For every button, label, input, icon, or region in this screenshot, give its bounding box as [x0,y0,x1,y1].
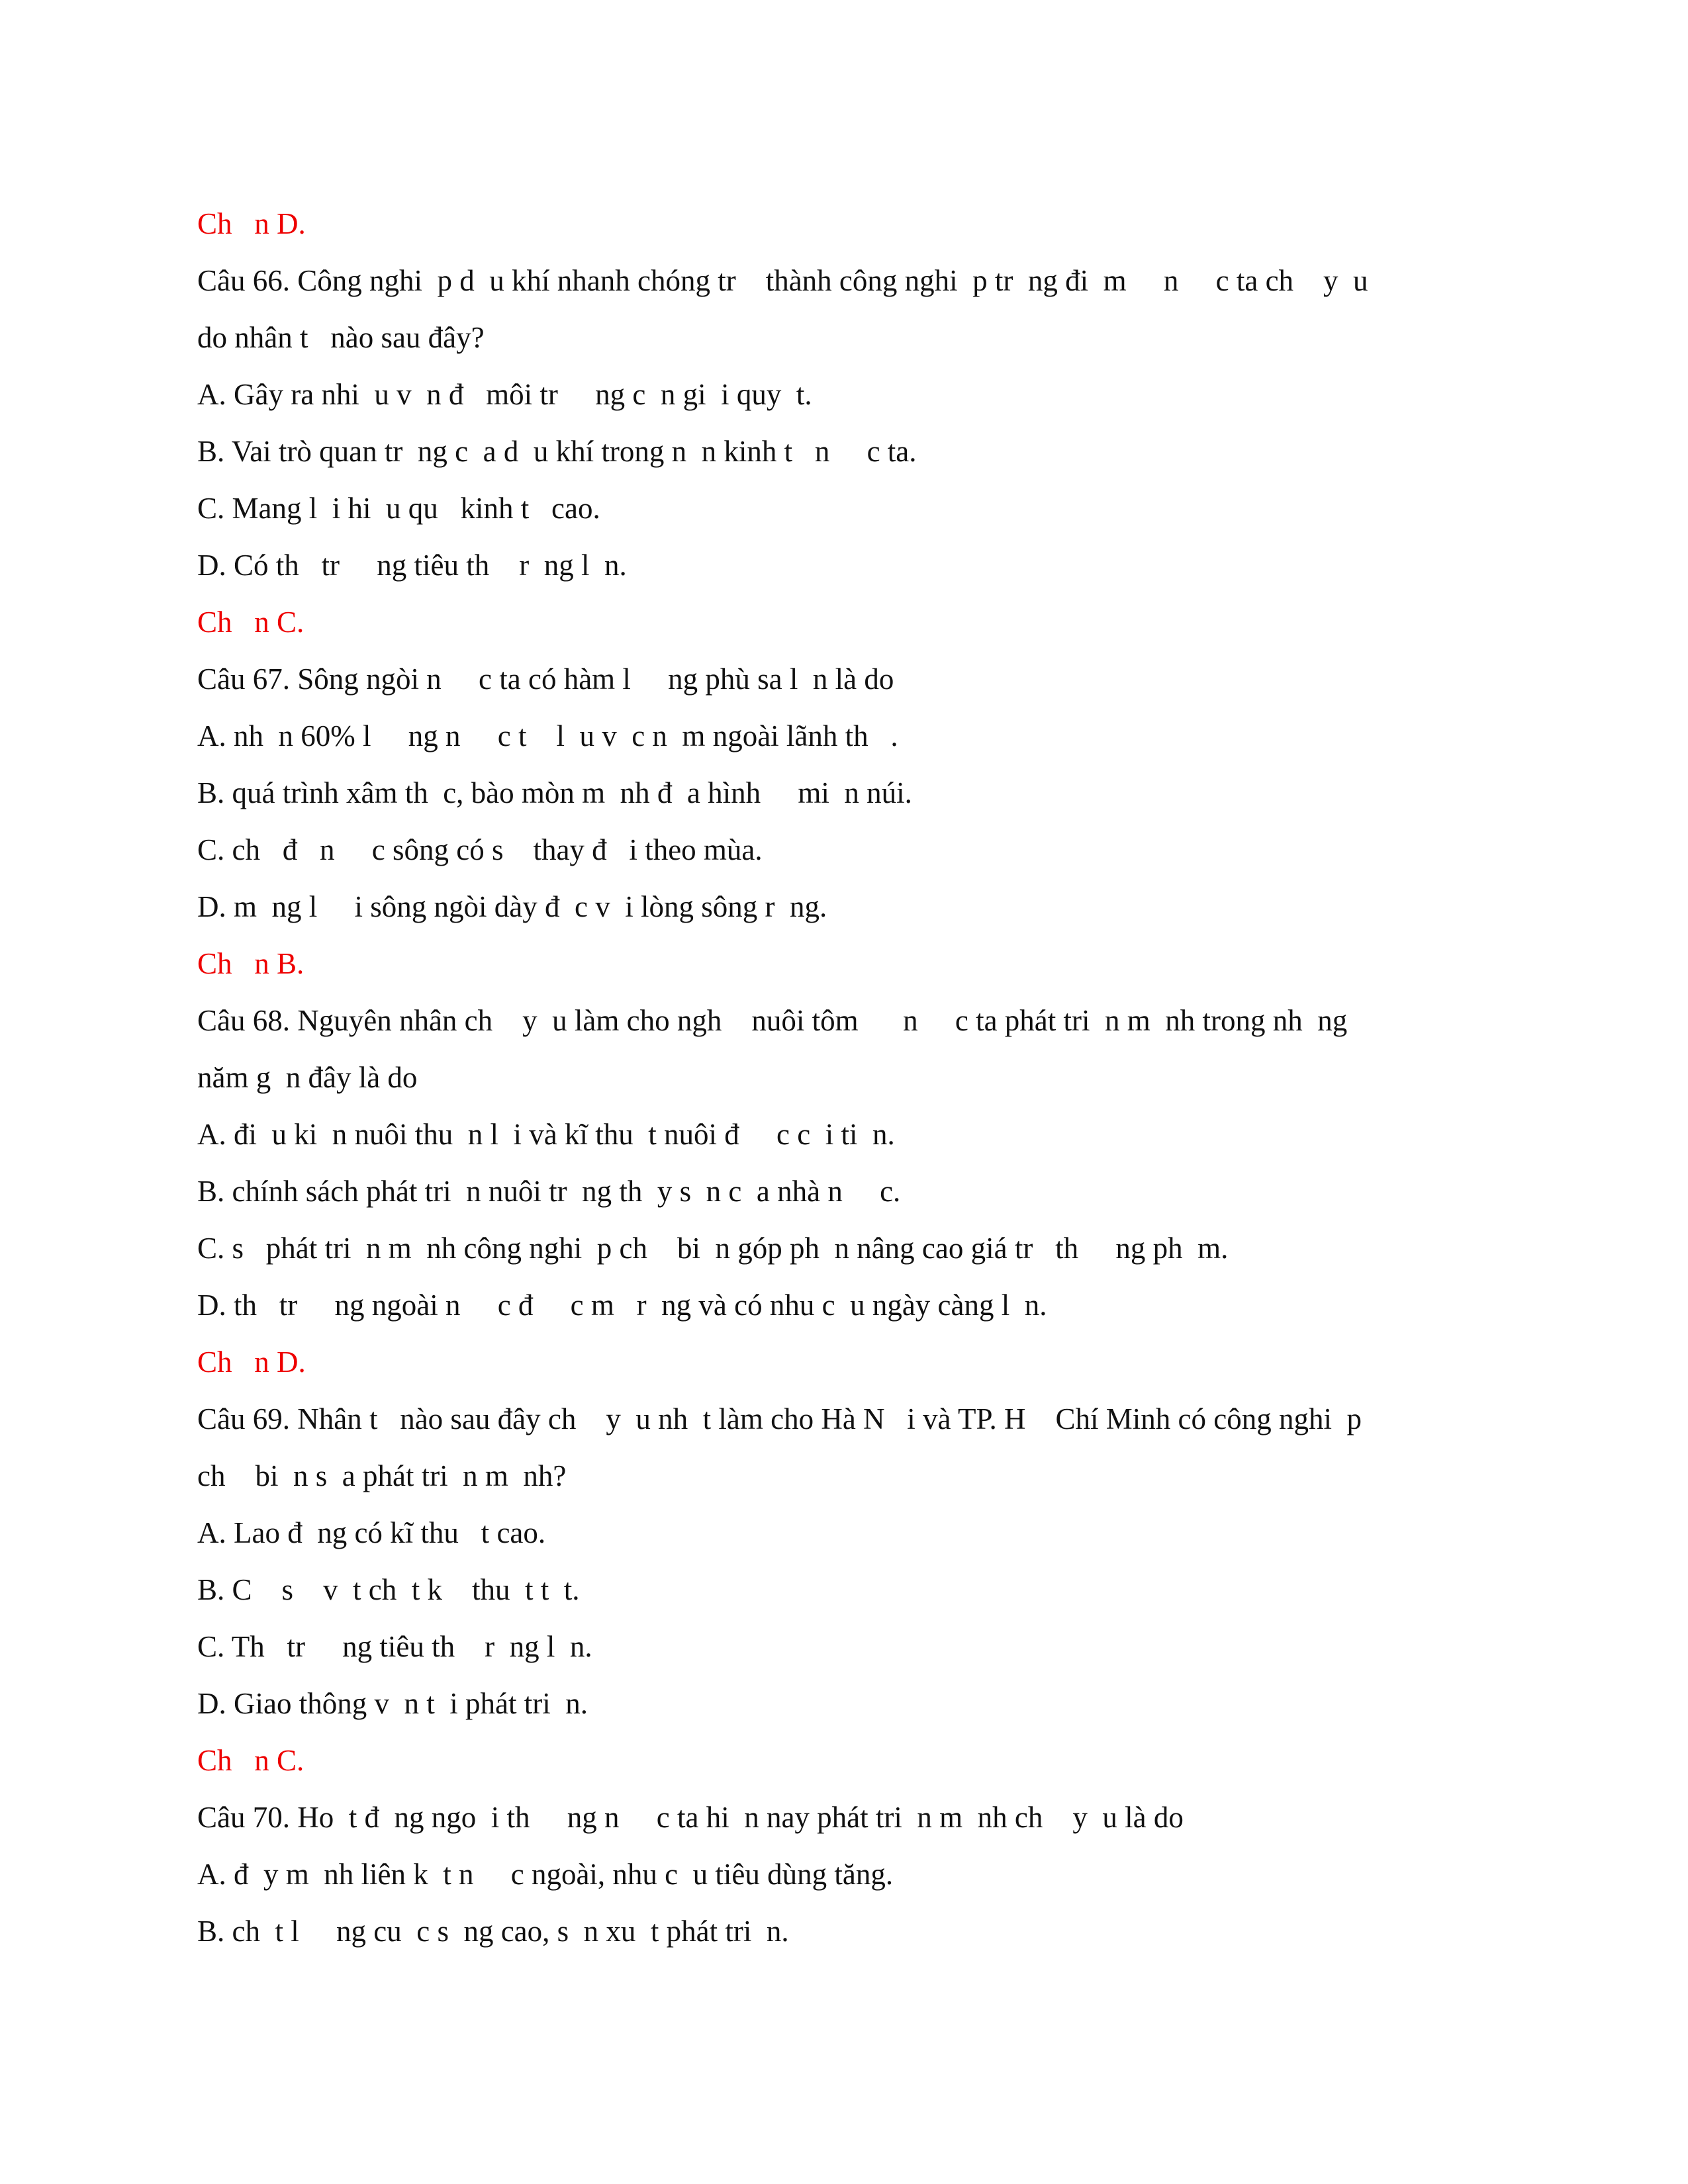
option-67-c: C. ch đ n c sông có s thay đ i theo mùa. [197,833,763,866]
document-content [197,195,1491,1960]
question-68 [197,992,1491,1106]
question-68-line-1: Câu 68. Nguyên nhân ch y u làm cho ngh nuôi tôm n c ta phát tri n m nh trong nh ng [197,1004,1348,1037]
option-69-c: C. Th tr ng tiêu th r ng l n. [197,1630,592,1663]
option-68-d: D. th tr ng ngoài n c đ c m r ng và có nhu c u ngày càng l n. [197,1289,1047,1322]
option-66-b: B. Vai trò quan tr ng c a d u khí trong n n kinh t n c ta. [197,435,917,468]
option-69-b: B. C s v t ch t k thu t t t. [197,1573,580,1606]
question-66-line-2: do nhân t nào sau đây? [197,321,485,354]
answer-68: Ch n B. [197,947,305,980]
option-70-a: A. đ y m nh liên k t n c ngoài, nhu c u tiêu dùng tăng. [197,1858,894,1891]
option-69-a: A. Lao đ ng có kĩ thu t cao. [197,1516,546,1549]
question-68-line-2: năm g n đây là do [197,1061,418,1094]
answer-66: Ch n D. [197,207,306,240]
answer-67: Ch n C. [197,606,305,639]
answer-70: Ch n C. [197,1744,305,1777]
option-67-d: D. m ng l i sông ngòi dày đ c v i lòng sông r ng. [197,890,827,923]
question-67: Câu 67. Sông ngòi n c ta có hàm l ng phù sa l n là do [197,662,894,696]
question-66-line-1: Câu 66. Công nghi p d u khí nhanh chóng tr thành công nghi p tr ng đi m n c ta ch y u [197,264,1368,297]
option-69-d: D. Giao thông v n t i phát tri n. [197,1687,588,1720]
question-69 [197,1390,1491,1504]
option-70-b: B. ch t l ng cu c s ng cao, s n xu t phát tri n. [197,1915,789,1948]
option-66-c: C. Mang l i hi u qu kinh t cao. [197,492,600,525]
question-69-line-1: Câu 69. Nhân t nào sau đây ch y u nh t làm cho Hà N i và TP. H Chí Minh có công nghi p [197,1402,1362,1435]
option-67-b: B. quá trình xâm th c, bào mòn m nh đ a hình mi n núi. [197,776,912,809]
question-69-line-2: ch bi n s a phát tri n m nh? [197,1459,567,1492]
option-66-a: A. Gây ra nhi u v n đ môi tr ng c n gi i quy t. [197,378,812,411]
answer-69: Ch n D. [197,1345,306,1379]
option-68-a: A. đi u ki n nuôi thu n l i và kĩ thu t nuôi đ c c i ti n. [197,1118,895,1151]
option-68-c: C. s phát tri n m nh công nghi p ch bi n góp ph n nâng cao giá tr th ng ph m. [197,1232,1229,1265]
option-68-b: B. chính sách phát tri n nuôi tr ng th y s n c a nhà n c. [197,1175,901,1208]
option-67-a: A. nh n 60% l ng n c t l u v c n m ngoài lãnh th . [197,719,898,752]
question-66 [197,252,1491,366]
question-70: Câu 70. Ho t đ ng ngo i th ng n c ta hi n nay phát tri n m nh ch y u là do [197,1801,1184,1834]
option-66-d: D. Có th tr ng tiêu th r ng l n. [197,549,627,582]
